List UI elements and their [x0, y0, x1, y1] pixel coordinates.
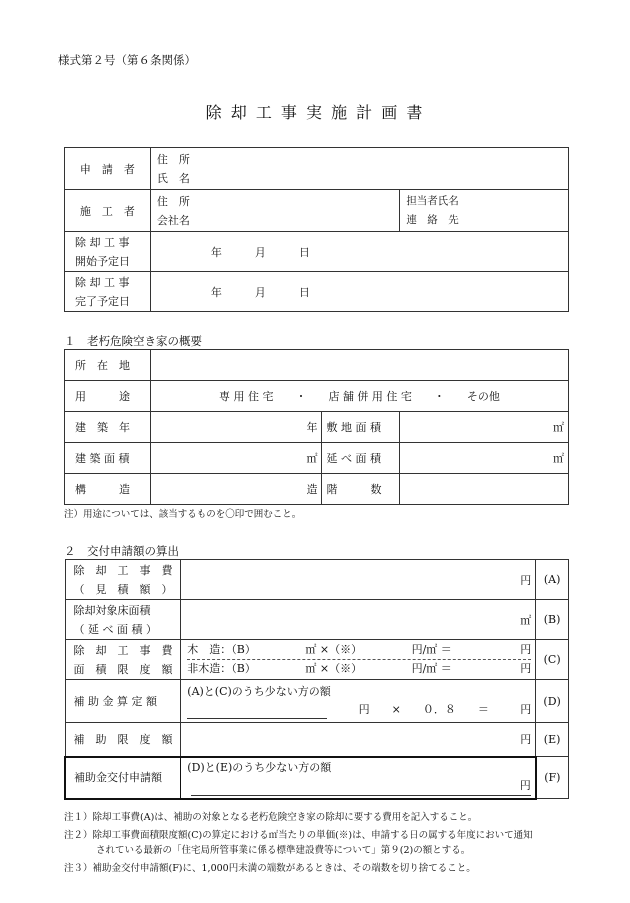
start-date: 年 月 日 [150, 232, 568, 272]
year-unit: 年 [150, 412, 322, 443]
limit-label-1: 除 却 工 事 費 [73, 643, 173, 657]
contractor-company-label: 会社名 [156, 213, 190, 227]
cost-label-2: （ 見 積 額 ） [73, 582, 173, 596]
applicant-name-label: 氏 名 [156, 171, 190, 185]
section1-heading: １ 老朽危険空き家の概要 [64, 334, 202, 348]
site-area-label: 敷 地 面 積 [322, 412, 400, 443]
code-f: (F) [536, 757, 569, 799]
subsidy-limit-label: 補 助 限 度 額 [65, 723, 181, 757]
use-note: 注）用途については、該当するものを〇印で囲むこと。 [64, 509, 302, 520]
floor-area-label: 延 べ 面 積 [322, 443, 400, 474]
area-label-2: （ 延 べ 面 積 ） [73, 622, 157, 636]
structure-label: 構 造 [65, 474, 151, 505]
end-label-1: 除 却 工 事 [75, 275, 130, 289]
code-d: (D) [536, 680, 569, 723]
applicant-address-label: 住 所 [156, 152, 190, 166]
contractor-person-label: 担当者氏名 [406, 194, 459, 207]
wood-yen: 円 [520, 643, 532, 656]
limit-label-2: 面 積 限 度 額 [73, 662, 173, 676]
contractor-contact-label: 連 絡 先 [406, 213, 459, 226]
end-label-2: 完了予定日 [75, 294, 130, 308]
nonwood-row: 非木造：（B） ㎡ ×（※） 円/㎡ ＝ [187, 662, 452, 675]
code-c: (C) [536, 640, 569, 680]
subsidy-limit-unit: 円 [181, 723, 536, 757]
end-date: 年 月 日 [150, 272, 568, 312]
nonwood-yen: 円 [520, 662, 532, 675]
applicant-label: 申 請 者 [65, 148, 151, 190]
building-area-label: 建 築 面 積 [65, 443, 151, 474]
contractor-label: 施 工 者 [65, 190, 151, 232]
code-a: (A) [536, 560, 569, 600]
area-unit: ㎡ [181, 600, 536, 640]
form-number: 様式第２号（第６条関係） [58, 53, 196, 67]
contractor-address-label: 住 所 [156, 194, 190, 208]
start-label-1: 除 却 工 事 [75, 235, 130, 249]
site-area-unit: ㎡ [400, 412, 569, 443]
section2-heading: ２ 交付申請額の算出 [64, 544, 179, 558]
subsidy-calc-formula: 円 × ０．８ ＝ [358, 703, 489, 716]
applicant-table [64, 147, 569, 312]
subsidy-calc-label: 補 助 金 算 定 額 [65, 680, 181, 723]
footnote-3: 注３）補助金交付申請額(F)に、1,000円未満の端数があるときは、その端数を切り捨てること。 [64, 863, 476, 874]
subsidy-calc-yen: 円 [520, 703, 532, 716]
grant-yen: 円 [191, 777, 531, 796]
subsidy-calc-text: (A)と(C)のうち少ない方の額 [187, 685, 331, 698]
floor-area-unit: ㎡ [400, 443, 569, 474]
use-options: 専 用 住 宅 ・ 店 舗 併 用 住 宅 ・ その他 [150, 381, 568, 412]
cost-label-1: 除 却 工 事 費 [73, 563, 173, 577]
code-e: (E) [536, 723, 569, 757]
grant-label: 補助金交付申請額 [65, 757, 181, 799]
grant-table [64, 559, 569, 800]
grant-text: (D)と(E)のうち少ない方の額 [187, 761, 332, 774]
page-title: 除 却 工 事 実 施 計 画 書 [205, 103, 425, 122]
floors-label: 階 数 [322, 474, 400, 505]
use-label: 用 途 [65, 381, 151, 412]
building-area-unit: ㎡ [150, 443, 322, 474]
cost-unit: 円 [181, 560, 536, 600]
wood-row: 木 造：（B） ㎡ ×（※） 円/㎡ ＝ [187, 643, 452, 656]
footnote-2-cont: されている最新の「住宅局所管事業に係る標準建設費等について」第９(2)の額とする。 [96, 845, 471, 856]
start-label-2: 開始予定日 [75, 254, 130, 268]
property-table [64, 349, 569, 505]
footnotes [64, 810, 574, 876]
code-b: (B) [536, 600, 569, 640]
structure-unit: 造 [150, 474, 322, 505]
footnote-1: 注１）除却工事費(A)は、補助の対象となる老朽危険空き家の除却に要する費用を記入すること。 [64, 812, 478, 823]
built-year-label: 建 築 年 [65, 412, 151, 443]
footnote-2: 注２）除却工事費面積限度額(C)の算定における㎡当たりの単価(※)は、申請する日の属する年度において通知 [64, 830, 533, 841]
area-label-1: 除却対象床面積 [73, 603, 151, 617]
location-label: 所 在 地 [65, 350, 151, 381]
